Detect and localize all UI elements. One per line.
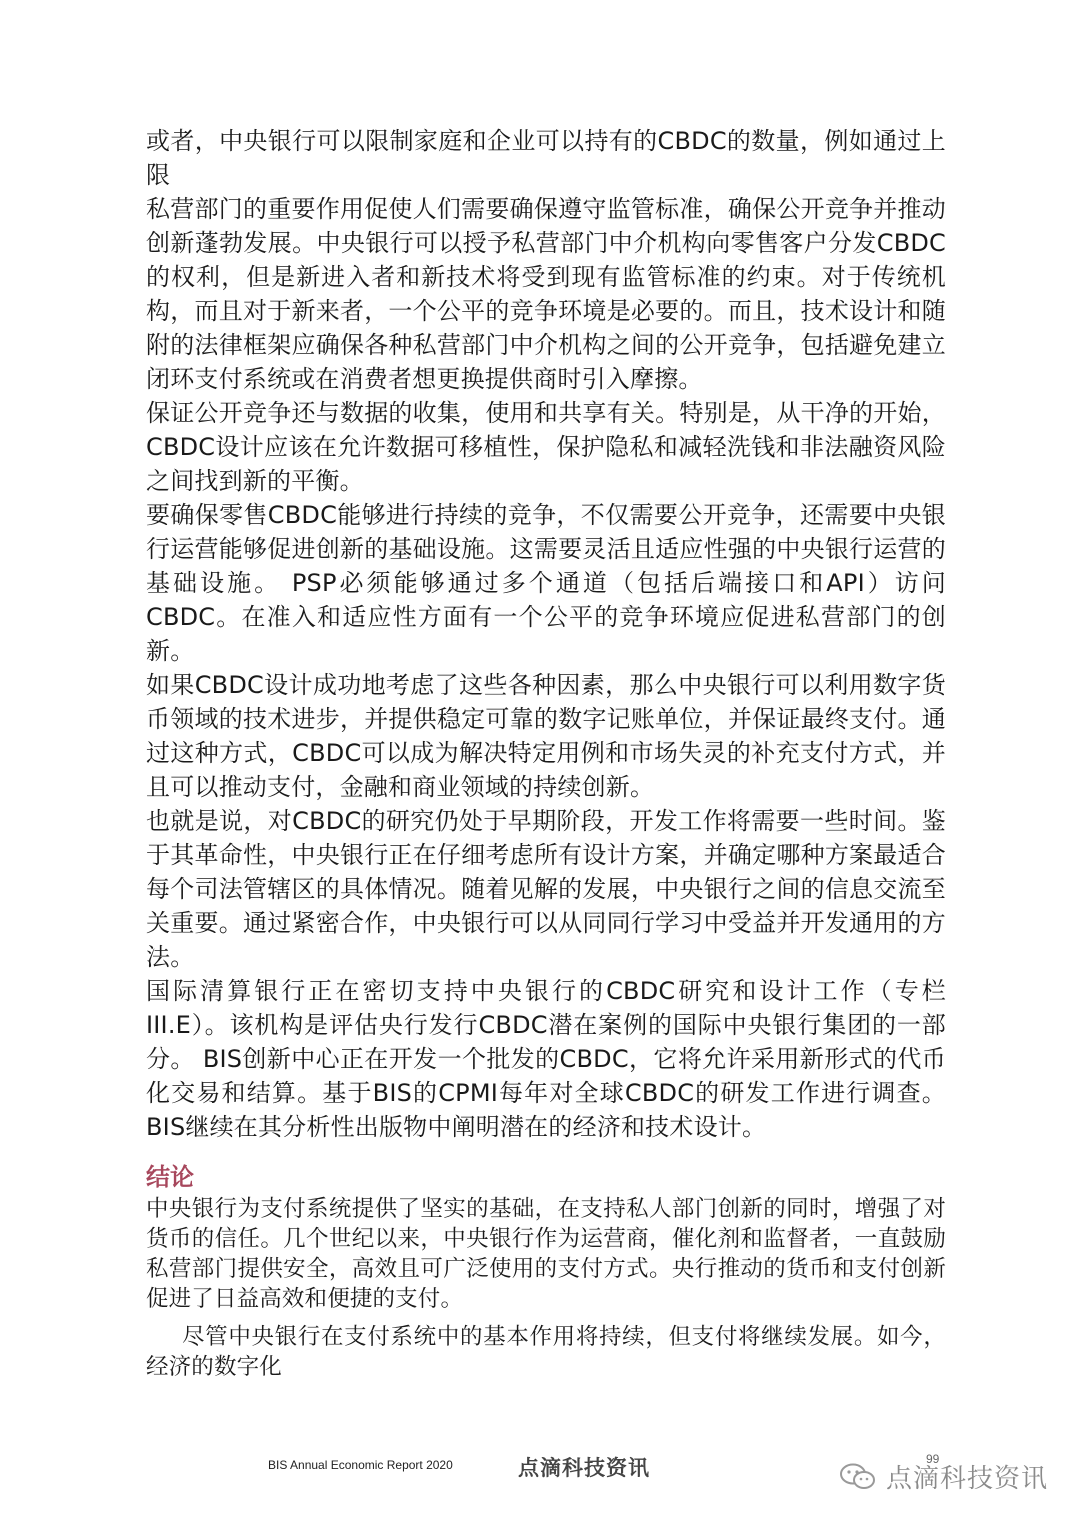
section-heading-conclusion: 结论 bbox=[146, 1162, 194, 1191]
wechat-watermark-text: 点滴科技资讯 bbox=[886, 1464, 1049, 1494]
footer-watermark: 点滴科技资讯 bbox=[518, 1455, 650, 1480]
wechat-icon bbox=[838, 1462, 878, 1492]
body-paragraph-4: 要确保零售CBDC能够进行持续的竞争，不仅需要公开竞争，还需要中央银行运营能够促进创新的基础设施。这需要灵活且适应性强的中央银行运营的基础设施。 PSP必须能够通过多个通道（包括后端接口和API）访问CBDC。在准入和适应性方面有一个公平的竞争环境应促进私营部门的创新。 bbox=[146, 501, 946, 665]
body-paragraph-3: 保证公开竞争还与数据的收集，使用和共享有关。特别是，从干净的开始，CBDC设计应该在允许数据可移植性，保护隐私和减轻洗钱和非法融资风险之间找到新的平衡。 bbox=[146, 399, 946, 495]
body-paragraph-2: 私营部门的重要作用促使人们需要确保遵守监管标准，确保公开竞争并推动创新蓬勃发展。中央银行可以授予私营部门中介机构向零售客户分发CBDC的权利，但是新进入者和新技术将受到现有监管标准的约束。对于传统机构，而且对于新来者，一个公平的竞争环境是必要的。而且，技术设计和随附的法律框架应确保各种私营部门中介机构之间的公开竞争，包括避免建立闭环支付系统或在消费者想更换提供商时引入摩擦。 bbox=[146, 195, 946, 393]
body-paragraph-7: 国际清算银行正在密切支持中央银行的CBDC研究和设计工作（专栏III.E）。该机构是评估央行发行CBDC潜在案例的国际中央银行集团的一部分。 BIS创新中心正在开发一个批发的CBDC，它将允许采用新形式的代币化交易和结算。基于BIS的CPMI每年对全球CBDC的研发工作进行调查。BIS继续在其分析性出版物中阐明潜在的经济和技术设计。 bbox=[146, 977, 946, 1141]
body-paragraph-6: 也就是说，对CBDC的研究仍处于早期阶段，开发工作将需要一些时间。鉴于其革命性，中央银行正在仔细考虑所有设计方案，并确定哪种方案最适合每个司法管辖区的具体情况。随着见解的发展，中央银行之间的信息交流至关重要。通过紧密合作，中央银行可以从同同行学习中受益并开发通用的方法。 bbox=[146, 807, 946, 971]
body-paragraph-5: 如果CBDC设计成功地考虑了这些各种因素，那么中央银行可以利用数字货币领域的技术进步，并提供稳定可靠的数字记账单位，并保证最终支付。通过这种方式，CBDC可以成为解决特定用例和市场失灵的补充支付方式，并且可以推动支付，金融和商业领域的持续创新。 bbox=[146, 671, 946, 801]
wechat-watermark bbox=[838, 1458, 1048, 1495]
main-content bbox=[146, 124, 946, 1382]
footer-report-name: BIS Annual Economic Report 2020 bbox=[268, 1458, 453, 1472]
page-number: 99 bbox=[926, 1452, 940, 1466]
conclusion-paragraph-1: 中央银行为支付系统提供了坚实的基础，在支持私人部门创新的同时，增强了对货币的信任。几个世纪以来，中央银行作为运营商，催化剂和监督者，一直鼓励私营部门提供安全，高效且可广泛使用的支付方式。央行推动的货币和支付创新促进了日益高效和便捷的支付。 bbox=[146, 1196, 946, 1312]
conclusion-paragraph-2: 尽管中央银行在支付系统中的基本作用将持续，但支付将继续发展。如今，经济的数字化 bbox=[146, 1324, 946, 1380]
body-paragraph-1: 或者，中央银行可以限制家庭和企业可以持有的CBDC的数量，例如通过上限 bbox=[146, 127, 946, 189]
